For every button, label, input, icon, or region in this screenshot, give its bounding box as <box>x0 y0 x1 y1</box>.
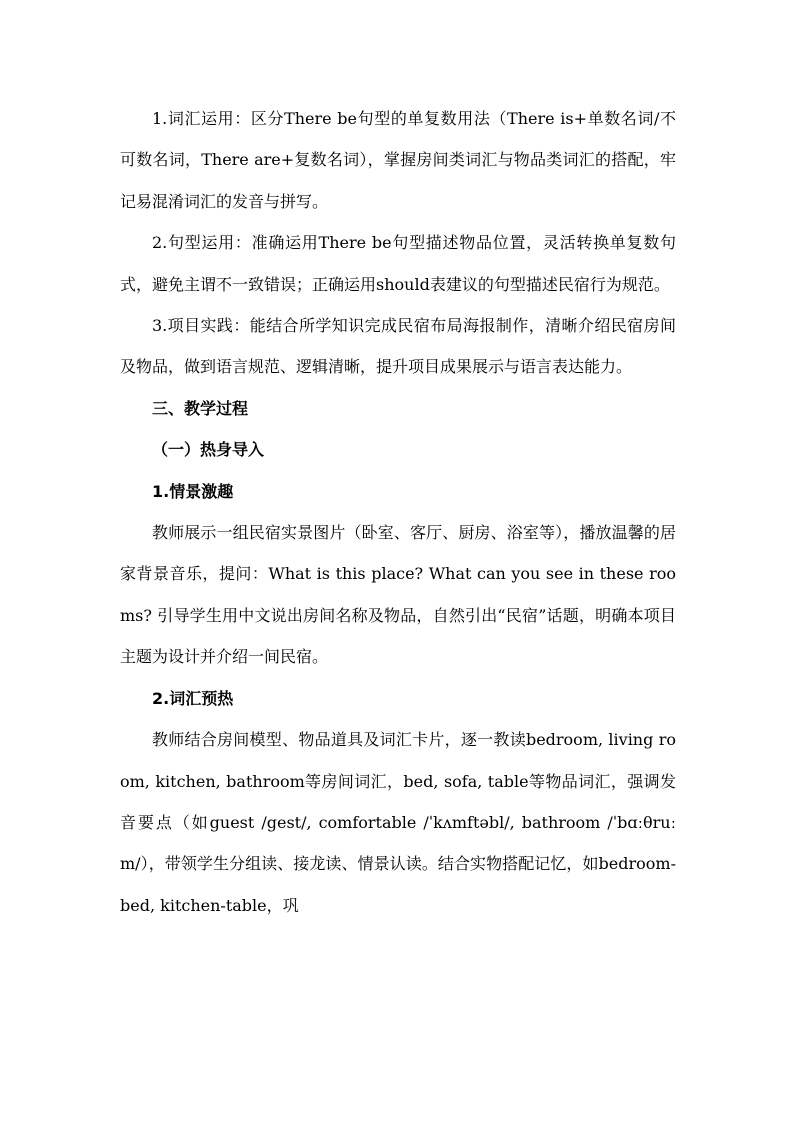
section-heading-teaching-process: 三、教学过程 <box>152 398 249 418</box>
objective-project-practice: 3.项目实践：能结合所学知识完成民宿布局海报制作，清晰介绍民宿房间及物品，做到语言规范、逻辑清晰，提升项目成果展示与语言表达能力。 <box>120 316 676 377</box>
step-heading-vocabulary-warmup: 2.词汇预热 <box>152 688 234 708</box>
objective-sentence-patterns: 2.句型运用：准确运用There be句型描述物品位置，灵活转换单复数句式，避免主谓不一致错误；正确运用should表建议的句型描述民宿行为规范。 <box>120 233 676 294</box>
objective-vocabulary: 1.词汇运用：区分There be句型的单复数用法（There is+单数名词/不可数名词，There are+复数名词），掌握房间类词汇与物品类词汇的搭配，牢记易混淆词汇的发音与拼写。 <box>120 109 676 211</box>
subsection-heading-warm-up: （一）热身导入 <box>152 440 265 460</box>
step-text-vocabulary-warmup: 教师结合房间模型、物品道具及词汇卡片，逐一教读bedroom, living room, kitchen, bathroom等房间词汇，bed, sofa, table等物品词汇，强调发音要点（如guest /gest/, comfortable /ˈkʌmftəbl/, bathroom /ˈbɑːθruːm/），带领学生分组读、接龙读、情景认读。结合实物搭配记忆，如bedroom-bed, kitchen-table，巩 <box>120 730 676 915</box>
document-body <box>120 98 676 926</box>
step-heading-scenario: 1.情景激趣 <box>152 481 234 501</box>
step-text-scenario: 教师展示一组民宿实景图片（卧室、客厅、厨房、浴室等），播放温馨的居家背景音乐，提问：What is this place? What can you see in these rooms? 引导学生用中文说出房间名称及物品，自然引出“民宿”话题，明确本项目主题为设计并介绍一间民宿。 <box>120 523 676 667</box>
